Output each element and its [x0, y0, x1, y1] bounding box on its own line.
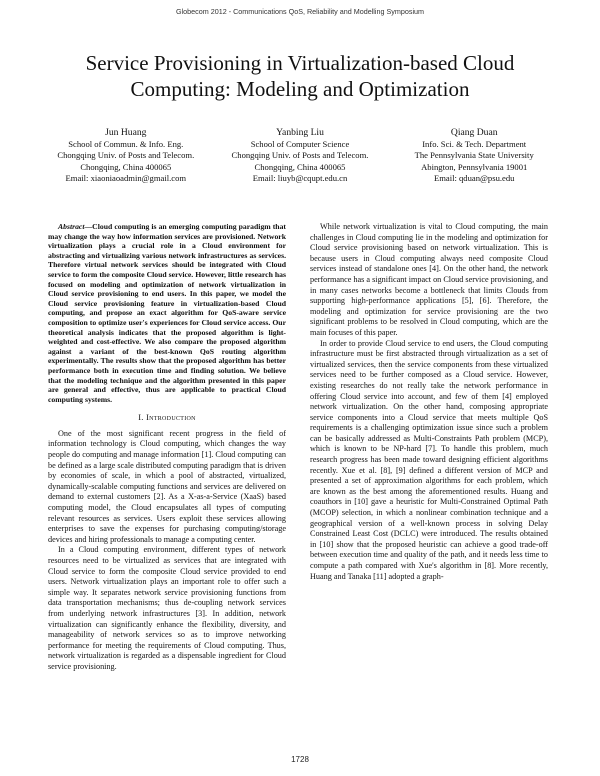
right-column: [310, 222, 548, 582]
section-heading-introduction: I. Introduction: [138, 413, 196, 423]
author-block: [40, 126, 560, 185]
author-dept: Info. Sci. & Tech. Department: [422, 139, 527, 149]
author-location: Abington, Pennsylvania 19001: [421, 161, 528, 172]
intro-paragraph-4: In order to provide Cloud service to end users, the Cloud computing infrastructure must be first abstracted through virtualization as a set of virtualized services, then the service components from these virtualized services need to be further composed as a Cloud service. However, existing researches do not really take the network performance in offering Cloud service into account, and few of them [4] employed network virtualization. On the other hand, composing appropriate service components into a Cloud service that meets multiple QoS requirements is a challenging optimization issue since such a problem can be basically addressed as Multi-Constraints Path problem (MCP), which is known to be NP-hard [7]. To handle this problem, much research progress has been made toward designing efficient algorithms recently. Xue et al. [8], [9] defined a different version of MCP and presented a set of approximation algorithms for each problem, which are known as the best among the aforementioned results. Huang and coauthors in [10] gave a heuristic for Multi-Constrained Optimal Path (MCOP) selection, in which a nonlinear combination technique and a geographical version of a well-known process in solving Delay Constrained Least Cost (DCLC) were introduced. The results obtained in [10] show that the proposed heuristic can achieve a good trade-off between execution time and quality of the path, and it needs less time to compute a path compared with Xue's algorithm in [8]. More recently, Huang and Tanaka [11] adopted a graph-: [310, 338, 548, 581]
intro-paragraph-1: One of the most significant recent progress in the field of information technology is Cloud computing, which changes the way people do computing and manage information [1]. Cloud computing can be defined as a large scale distributed computing paradigm that is driven by economies of scale, in which a pool of abstracted, virtualized, dynamically-scalable computing functions and services are delivered on demand to external customers [2]. As a X-as-a-Service (XaaS) based computing model, the Cloud encapsulates all types of computing relevant resources as services. Users exploit these services allowing enterprises to save the expenses for purchasing computing/storage devices and hiring professionals to manage a computing center.: [48, 428, 286, 544]
author-3: [388, 126, 560, 185]
intro-paragraph-3: While network virtualization is vital to Cloud computing, the main challenges in Cloud computing lie in the modeling and optimization for Cloud service provisioning based on network virtualization. This is because users in Cloud computing always need composite Cloud services instead of standalone ones [4]. On the other hand, the network performance has a significant impact on Cloud service provisioning, and in many cases networks become a bottleneck that limits Clouds from supporting high-performance applications [5], [6]. Therefore, the modeling and optimization for service provisioning are the two significant problems to be resolved in Cloud computing, which are the main focuses of this paper.: [310, 222, 548, 337]
author-org: Chongqing Univ. of Posts and Telecom.: [231, 150, 369, 161]
author-location: Chongqing, China 400065: [254, 161, 346, 172]
abstract-text: —Cloud computing is an emerging computing paradigm that may change the way how information services are provisioned. Network virtualization plays a crucial role in a Cloud environment for abstracting and virtualizing various network infrastructures as services. Therefore virtual network services should be integrated with Cloud service to form the composite Cloud service. However, little research has focused on modeling and optimization of network virtualization in Cloud service provisioning to end users. In this paper, we model the Cloud service provisioning feature in virtualization-based Cloud computing, and propose an exact algorithm for QoS-aware service composition to optimize user's experiences for Cloud service access. Our theoretical analysis indicates that the proposed algorithm is light-weighted and cost-effective. We also compare the proposed algorithm against a variant of the best-known QoS routing algorithm experimentally. The results show that the proposed algorithm has better performance both in execution time and finding solution. We believe that the modeling technique and the algorithm presented in this paper are general and effective, thus are applicable to practical Cloud computing systems.: [48, 222, 286, 404]
page-number: 1728: [291, 755, 309, 764]
author-email: Email: liuyb@cqupt.edu.cn: [252, 173, 348, 184]
abstract-lead: Abstract: [58, 222, 85, 231]
author-name: Yanbing Liu: [276, 127, 324, 138]
author-location: Chongqing, China 400065: [80, 161, 172, 172]
abstract: [48, 222, 286, 404]
author-email: Email: qduan@psu.edu: [433, 173, 515, 184]
author-dept: School of Computer Science: [250, 139, 350, 149]
author-name: Jun Huang: [105, 127, 147, 138]
left-column: [48, 222, 286, 673]
author-org: Chongqing Univ. of Posts and Telecom.: [57, 150, 195, 161]
author-1: [40, 126, 212, 185]
paper-title: Service Provisioning in Virtualization-based Cloud Computing: Modeling and Optimization: [85, 51, 515, 101]
running-head: Globecom 2012 - Communications QoS, Reliability and Modelling Symposium: [175, 7, 425, 16]
author-name: Qiang Duan: [450, 127, 498, 138]
intro-paragraph-2: In a Cloud computing environment, different types of network resources need to be virtualized as services that are integrated with Cloud service to form the composite Cloud service provided to end users. Network virtualization plays an important role to offer such a simple way. It separates network service provisioning functions from data transportation mechanisms; thus de-coupling network services from underlying network infrastructures [3]. In addition, network virtualization can significantly enhance the flexibility, diversity, and manageability of network services so as to improve networking performance for meeting the requirements of Cloud computing. Thus, network virtualization is regarded as a dispensable ingredient for Cloud service provisioning.: [48, 545, 286, 671]
author-org: The Pennsylvania State University: [414, 150, 534, 161]
author-2: [214, 126, 386, 185]
author-dept: School of Commun. & Info. Eng.: [68, 139, 184, 149]
author-email: Email: xiaoniaoadmin@gmail.com: [65, 173, 187, 184]
